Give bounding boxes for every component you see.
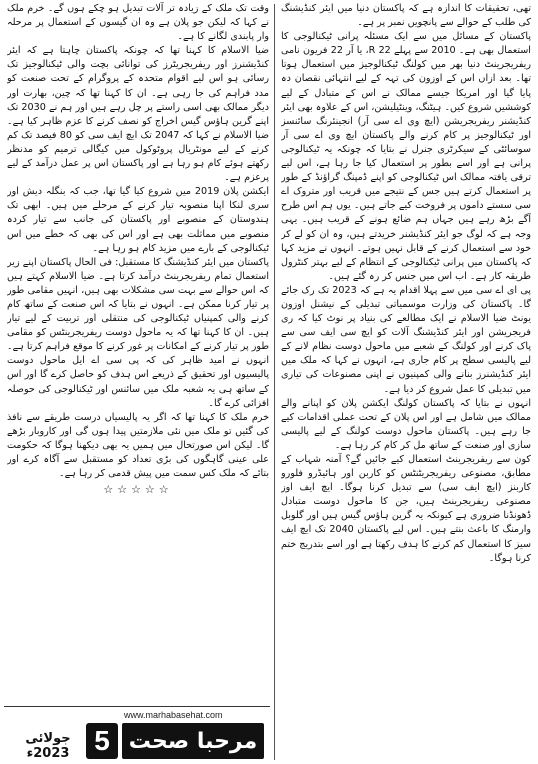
paragraph: انہوں نے بتایا کہ پاکستان کولنگ ایکشن پلان کو اپنانے والے ممالک میں شامل ہے اور اس پلان کے تحت عملی اقدامات کیے جا رہے ہیں۔ پاکستان ماحول دوست کولنگ کے لیے پالیسی سازی اور صنعت کے ساتھ مل کر کام کر رہا ہے۔ bbox=[281, 397, 531, 451]
article-column-right bbox=[281, 2, 531, 760]
paragraph: تھی، تحقیقات کا اندازہ ہے کہ پاکستان دنیا میں ایئر کنڈیشنگ کی طلب کے حوالے سے پانچویں نمبر پر ہے۔ bbox=[281, 3, 531, 29]
page-number-badge: 5 bbox=[86, 723, 118, 759]
end-of-article-stars: ☆☆☆☆☆ bbox=[103, 483, 173, 497]
page-footer bbox=[4, 706, 270, 763]
issue-date: جولائی 2023ء bbox=[25, 731, 71, 761]
paragraph: ایکشن پلان 2019 میں شروع کیا گیا تھا، جب کہ بنگلہ دیش اور سری لنکا اپنا منصوبہ تیار کرنے کے مرحلے میں ہیں۔ ابھی تک ہندوستان کے منصوبے اور پاکستان کی جانب سے تیار کردہ منصوبے میں مماثلت بھی ہے اور اس کی بھی کہ خطے میں اس ٹیکنالوجی کے بارے میں مزید کام ہو رہا ہے۔ bbox=[7, 186, 269, 254]
column-divider bbox=[274, 4, 275, 760]
website-url[interactable]: www.marhabasehat.com bbox=[124, 710, 223, 720]
paragraph: پی ای اے سی میں سے پہلا اقدام یہ ہے کہ 2023 تک رک جائے گا۔ پاکستان کی وزارت موسمیاتی تبدیلی کے نیشنل اوزون یونٹ ضیا الاسلام نے ایک مطالعے کی بنیاد پر نوٹ کیا کہ ری فریجریشن اور ایئر کنڈیشنگ آلات کو ایچ سی ایف سی سے پاک کرنے اور کولنگ کے شعبے میں ماحول دوست نظام لانے کے لیے پالیسی سطح پر کام جاری ہے، انہوں نے کہا کہ ملک میں ایئر کنڈیشنرز بنانے والی کمپنیوں نے اپنی مصنوعات کی تیاری میں تبدیلی کا عمل شروع کر دیا ہے۔ bbox=[281, 284, 531, 395]
paragraph: پاکستان کے مسائل میں سے ایک مسئلہ پرانی ٹیکنالوجی کا استعمال بھی ہے۔ 2010 سے پہلے 22 R، یا آر 22 فریون نامی ریفریجرینٹ دنیا بھر میں کولنگ ٹیکنالوجیز میں استعمال ہوتا تھا۔ بعد ازاں اس کے اوزون کی تہہ کے لیے انتہائی نقصان دہ پایا گیا اور امریکا جیسے ممالک نے اس کے متبادل کے لیے کوششیں شروع کیں۔ ہیٹنگ، وینٹیلیشن، اس کے علاوہ بھی ایئر کنڈیشنر ریفریجریشن (ایچ وی اے سی آر) انجینئرنگ سائنسز اور ٹیکنالوجیز پر کام کرنے والے پاکستان ایچ وی اے سی آر سوسائٹی کے سیکرٹری جنرل نے بتایا کہ چونکہ یہ ٹیکنالوجی پرانی ہے اور اسے بطور پر استعمال کیا جا رہا ہے، اس لیے ترقی یافتہ ممالک اس ٹیکنالوجی کو اپنے ڈمپنگ گراؤنڈ کے طور پر استعمال کرتے ہیں جس کے نتیجے میں قریب اور متروک اے سی سستے داموں پر فروخت کیے جاتے ہیں۔ یوں ہم اس طرح آگے بڑھ رہے ہیں جہاں ہم ضائع ہونے کے قریب ہیں۔ یہی وجہ ہے کہ لوگ جو ایئر کنڈیشنر خریدتے ہیں، وہ ان کو لے کر خود سے استعمال کرنے کے قابل نہیں ہوتے۔ انہوں نے مزید کہا کہ پاکستان میں پرانی ٹیکنالوجی کے انتظام کے لیے بہتر کنٹرول طریقہ کار ہے۔ اب اس میں جنس کر رہ گئے ہیں۔ bbox=[281, 31, 531, 282]
paragraph: کون سے ریفریجرینٹ استعمال کیے جائیں گے؟ آمنہ شہاب کے مطابق، مصنوعی ریفریجریٹنٹس کو کاربن اور ہائیڈرو فلورو کاربنز (ایچ ایف سی) سے تبدیل کرنا ہوگا۔ ایچ ایف اوز مصنوعی ریفریجرینٹ ہیں، جن کا ماحول دوست متبادل ڈھونڈنا ضروری ہے کیونکہ یہ گرین ہاؤس گیس ہیں اور گلوبل وارمنگ کا باعث بنتے ہیں۔ اس لیے پاکستان 2040 تک ایچ ایف سیز کا استعمال کم کرنے کا ہدف رکھتا ہے اور اسے بتدریج ختم کرنا ہوگا۔ bbox=[281, 454, 531, 564]
paragraph: خرم ملک کا کہنا تھا کہ اگر یہ پالیسیاں درست طریقے سے نافذ کی گئیں تو ملک میں نئی ملازمتیں پیدا ہوں گی اور کاروبار بڑھے گا۔ لیکن اس صورتحال میں ہمیں یہ بھی دیکھنا ہوگا کہ حکومت علی عینی گاہگوں کی بڑی تعداد کو مستقبل سے آگاہ کرے اور بتائے کہ ملک کس سمت میں پیش قدمی کر رہا ہے۔ bbox=[7, 411, 269, 480]
paragraph: پاکستان میں ایئر کنڈیشنگ کا مستقبل: فی الحال پاکستان اپنے زیر استعمال تمام ریفریجرینٹ درآمد کرتا ہے۔ ضیا الاسلام کہتے ہیں کہ اس حوالے سے بہت سی مشکلات بھی ہیں، انہیں مقامی طور پر تیار کرنا ممکن ہے۔ انہوں نے بتایا کہ اس صنعت کے ساتھ کام کرنے والی کمپنیاں ٹیکنالوجی کی منتقلی اور تربیت کے لیے تیار ہیں۔ ان کا کہنا تھا کہ یہ ماحول دوست ریفریجرینٹس کو مقامی طور پر تیار کرنے کے امکانات پر غور کرنے کا موقع فراہم کرتا ہے۔ انہوں نے امید ظاہر کی کہ پی سی اے ایل ماحول دوست پالیسیوں اور تحقیق کے ذریعے اس ہدف کو حاصل کرے گا اور اس کے ساتھ ہی یہ شعبہ ملک میں سائنس اور ٹیکنالوجی کی حوصلہ افزائی کرے گا۔ bbox=[7, 256, 269, 409]
paragraph: وقت تک ملک کے زیادہ تر آلات تبدیل ہو چکے ہوں گے۔ خرم ملک نے کہا کہ لیکن جو پلان ہے وہ ان گیسوں کے استعمال پر مرحلہ وار پابندی لگانے کا ہے۔ bbox=[7, 3, 269, 43]
masthead-logo: مرحبا صحت bbox=[122, 723, 264, 759]
paragraph: ضیا الاسلام کا کہنا تھا کہ چونکہ پاکستان چاہتا ہے کہ ایئر کنڈیشنرز اور ریفریجریٹرز کی توانائی بچت والی ٹیکنالوجیز تک رسائی ہو اس لیے اقوام متحدہ کے پروگرام کے تحت صنعت کو مدد فراہم کی جا رہی ہے۔ ان کا کہنا تھا کہ چین، بھارت اور دیگر ممالک بھی اسی راستے پر چل رہے ہیں اور ہم نے 2030 تک اپنے گرین ہاؤس گیس اخراج کو نصف کرنے کا عزم ظاہر کیا ہے۔ ضیا الاسلام نے کہا کہ 2047 تک ایچ ایف سی کو 80 فیصد تک کم کرنے کے لیے مونٹریال پروٹوکول میں کیگالی ترمیم کو مدنظر رکھتے ہوئے کام ہو رہا ہے اور پاکستان اس پر عمل درآمد کے لیے پرعزم ہے۔ bbox=[7, 45, 269, 184]
article-column-left bbox=[7, 2, 269, 702]
